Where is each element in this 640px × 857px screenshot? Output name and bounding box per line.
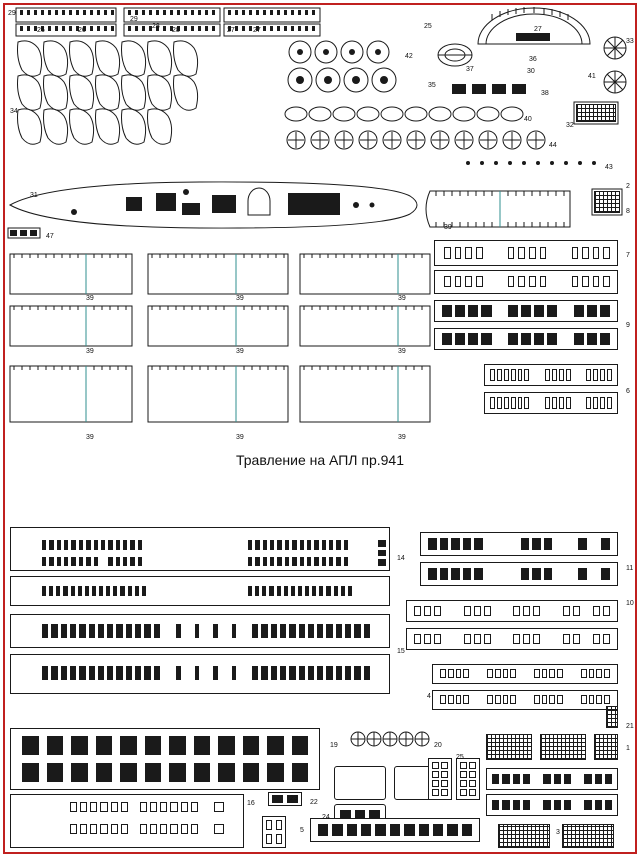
panel-14-a-cells-right2 bbox=[248, 557, 348, 566]
part-number-label: 34 bbox=[10, 108, 18, 115]
panel-25-b-cells bbox=[460, 762, 476, 796]
part-number-label: 47 bbox=[46, 233, 54, 240]
part-number-label: 39 bbox=[236, 295, 244, 302]
part-number-label: 42 bbox=[405, 53, 413, 60]
part-number-label: 25 bbox=[456, 754, 464, 761]
part-number-label: 27 bbox=[253, 27, 261, 34]
panel-5-cells bbox=[318, 824, 472, 836]
part-number-label: 8 bbox=[626, 208, 630, 215]
panel-14-b-cells-left bbox=[42, 586, 146, 596]
part-number-label: 23 bbox=[290, 795, 298, 802]
part-number-label: 39 bbox=[86, 348, 94, 355]
panel-15-b-cells-mid bbox=[176, 666, 236, 680]
panel-7-top-cells bbox=[444, 247, 610, 259]
panel-10-top-cells bbox=[414, 606, 610, 616]
mesh-plate-1b bbox=[540, 734, 586, 760]
panel-24-a bbox=[334, 766, 386, 800]
part-number-label: 39 bbox=[86, 295, 94, 302]
panel-16-cells-c bbox=[70, 824, 128, 834]
part-number-label: 39 bbox=[86, 434, 94, 441]
panel-10-bottom-cells bbox=[414, 634, 610, 644]
part-number-label: 43 bbox=[605, 164, 613, 171]
page-title: Травление на АПЛ пр.941 bbox=[236, 452, 404, 468]
panel-15-a-cells-right bbox=[252, 624, 370, 638]
part-number-label: 39 bbox=[236, 434, 244, 441]
part-number-label: 1 bbox=[626, 745, 630, 752]
part-number-label: 28 bbox=[152, 23, 160, 30]
part-number-label: 44 bbox=[549, 142, 557, 149]
mesh-plate-1a bbox=[486, 734, 532, 760]
mesh-plate-3a bbox=[498, 824, 550, 848]
part-number-label: 2 bbox=[626, 183, 630, 190]
panel-1-row1-cells bbox=[492, 774, 612, 784]
part-number-label: 10 bbox=[626, 600, 634, 607]
panel-14-a-cells-left bbox=[42, 540, 142, 550]
part-number-label: 7 bbox=[626, 252, 630, 259]
part-number-label: 39 bbox=[398, 434, 406, 441]
panel-1-row2-cells bbox=[492, 800, 612, 810]
part-number-label: 30 bbox=[527, 68, 535, 75]
part-number-label: 14 bbox=[397, 555, 405, 562]
mesh-plate-32 bbox=[576, 104, 616, 122]
deck-panel-rows bbox=[0, 248, 440, 448]
hull-deck-31 bbox=[0, 175, 640, 245]
mesh-plate-3b bbox=[562, 824, 614, 848]
part-number-label: 9 bbox=[626, 322, 630, 329]
part-number-label: 39 bbox=[236, 348, 244, 355]
part-number-label: 22 bbox=[310, 799, 318, 806]
part-number-label: 27 bbox=[534, 26, 542, 33]
panel-15-a-cells-left bbox=[42, 624, 160, 638]
panel-7-bottom-cells bbox=[444, 276, 610, 287]
part-number-label: 19 bbox=[330, 742, 338, 749]
part-number-label: 39 bbox=[444, 224, 452, 231]
panel-9-top-cells bbox=[442, 305, 610, 317]
part-number-label: 33 bbox=[626, 38, 634, 45]
part-number-label: 29 bbox=[8, 10, 16, 17]
panel-23-cells bbox=[266, 820, 282, 844]
part-number-label: 4 bbox=[427, 693, 431, 700]
mesh-plate-8 bbox=[594, 191, 620, 213]
panel-14-a-end bbox=[378, 540, 386, 566]
panel-4-top-cells bbox=[440, 669, 610, 678]
panel-19-cells bbox=[22, 736, 308, 782]
part-number-label: 37 bbox=[466, 66, 474, 73]
part-number-label: 32 bbox=[566, 122, 574, 129]
panel-16-end bbox=[214, 802, 224, 834]
part-number-label: 24 bbox=[322, 814, 330, 821]
panel-14-a-cells-right bbox=[248, 540, 348, 550]
panel-16-cells-d bbox=[140, 824, 198, 834]
panel-15-a-cells-mid bbox=[176, 624, 236, 638]
part-number-label: 35 bbox=[428, 82, 436, 89]
panel-11-top-cells bbox=[428, 538, 610, 550]
circles-group-20 bbox=[348, 728, 438, 750]
part-number-label: 26 bbox=[37, 27, 45, 34]
part-number-label: 27 bbox=[227, 27, 235, 34]
part-number-label: 21 bbox=[626, 723, 634, 730]
part-number-label: 5 bbox=[300, 827, 304, 834]
part-number-label: 38 bbox=[541, 90, 549, 97]
part-number-label: 15 bbox=[397, 648, 405, 655]
part-number-label: 25 bbox=[424, 23, 432, 30]
panel-15-b-cells-left bbox=[42, 666, 160, 680]
panel-16-cells-b bbox=[140, 802, 198, 812]
panel-15-b-cells-right bbox=[252, 666, 370, 680]
part-number-label: 26 bbox=[78, 27, 86, 34]
part-number-label: 29 bbox=[130, 16, 138, 23]
panel-6-top-cells bbox=[490, 369, 612, 381]
part-number-label: 31 bbox=[30, 192, 38, 199]
part-number-label: 11 bbox=[626, 565, 634, 572]
part-number-label: 39 bbox=[398, 348, 406, 355]
part-number-label: 40 bbox=[524, 116, 532, 123]
part-number-label: 3 bbox=[556, 829, 560, 836]
part-number-label: 16 bbox=[247, 800, 255, 807]
mesh-plate-21 bbox=[606, 706, 618, 728]
panel-16-cells-a bbox=[70, 802, 128, 812]
part-number-label: 28 bbox=[172, 27, 180, 34]
panel-6-bottom-cells bbox=[490, 397, 612, 409]
panel-9-bottom-cells bbox=[442, 333, 610, 345]
part-number-label: 20 bbox=[434, 742, 442, 749]
panel-14-b-cells-right bbox=[248, 586, 352, 596]
mesh-plate-1c bbox=[594, 734, 618, 760]
panel-4-bottom-cells bbox=[440, 695, 610, 704]
part-number-label: 41 bbox=[588, 73, 596, 80]
panel-14-a-cells-left2 bbox=[42, 557, 142, 566]
part-number-label: 6 bbox=[626, 388, 630, 395]
part-number-label: 36 bbox=[529, 56, 537, 63]
part-number-label: 39 bbox=[398, 295, 406, 302]
panel-25-a-cells bbox=[432, 762, 448, 796]
panel-11-bottom-cells bbox=[428, 568, 610, 580]
